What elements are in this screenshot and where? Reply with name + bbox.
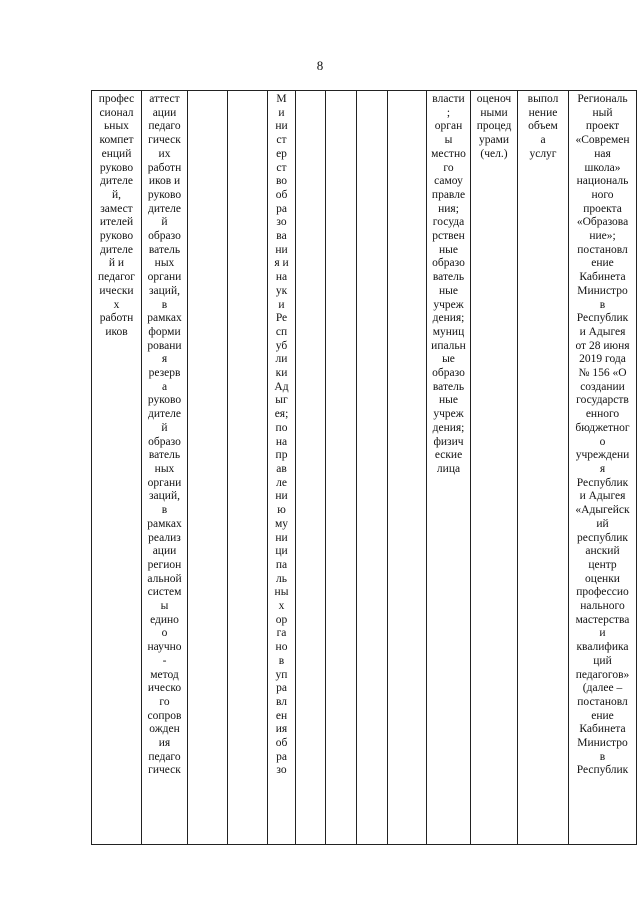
cell-empty-6 (296, 91, 326, 845)
cell-empty-4 (228, 91, 268, 845)
cell-empty-7 (326, 91, 357, 845)
page-number: 8 (316, 58, 324, 73)
cell-attestation: аттест ации педаго гическ их работн иков и руково дителе й образо ватель ных органи заций, в рамках форми ровани я резерв а руково дителе й образо ватель ных органи заций, в рамках реализ ации регион альной систем ы едино о научно - метод ическо го сопров ожден ия педаго гическ (142, 91, 188, 845)
cell-indicator: оценоч ными процед урами (чел.) (471, 91, 518, 845)
cell-competencies: профес сионал ьных компет енций руково дителе й, замест ителей руково дителе й и педагог ически х работн иков (92, 91, 142, 845)
cell-empty-3 (188, 91, 228, 845)
cell-consumers: власти ; орган ы местно го самоу правле ния; госуда рствен ные образо ватель ные учреж дения; муниц ипальн ые образо ватель ные учреж дения; физич еские лица (427, 91, 471, 845)
cell-empty-8 (357, 91, 388, 845)
cell-fulfilment: выпол нение объем а услуг (518, 91, 569, 845)
cell-legal-basis: Региональ ный проект «Современ ная школа» националь ного проекта «Образова ние»; постановл ение Кабинета Министро в Республик и Адыгея от 28 июня 2019 года № 156 «О создании государств енного бюджетног о учреждени я Республик и Адыгея «Адыгейск ий республик анский центр оценки профессио нального мастерства и квалифика ций педагогов» (далее – постановл ение Кабинета Министро в Республик (569, 91, 637, 845)
cell-ministry: М и ни ст ер ст во об ра зо ва ни я и на ук и Ре сп уб ли ки Ад ыг ея; по на пр ав ле ни ю му ни ци па ль ны х ор га но в уп ра вл ен ия об ра зо (268, 91, 296, 845)
document-table (91, 90, 637, 845)
cell-empty-9 (388, 91, 427, 845)
table-row (92, 91, 637, 845)
